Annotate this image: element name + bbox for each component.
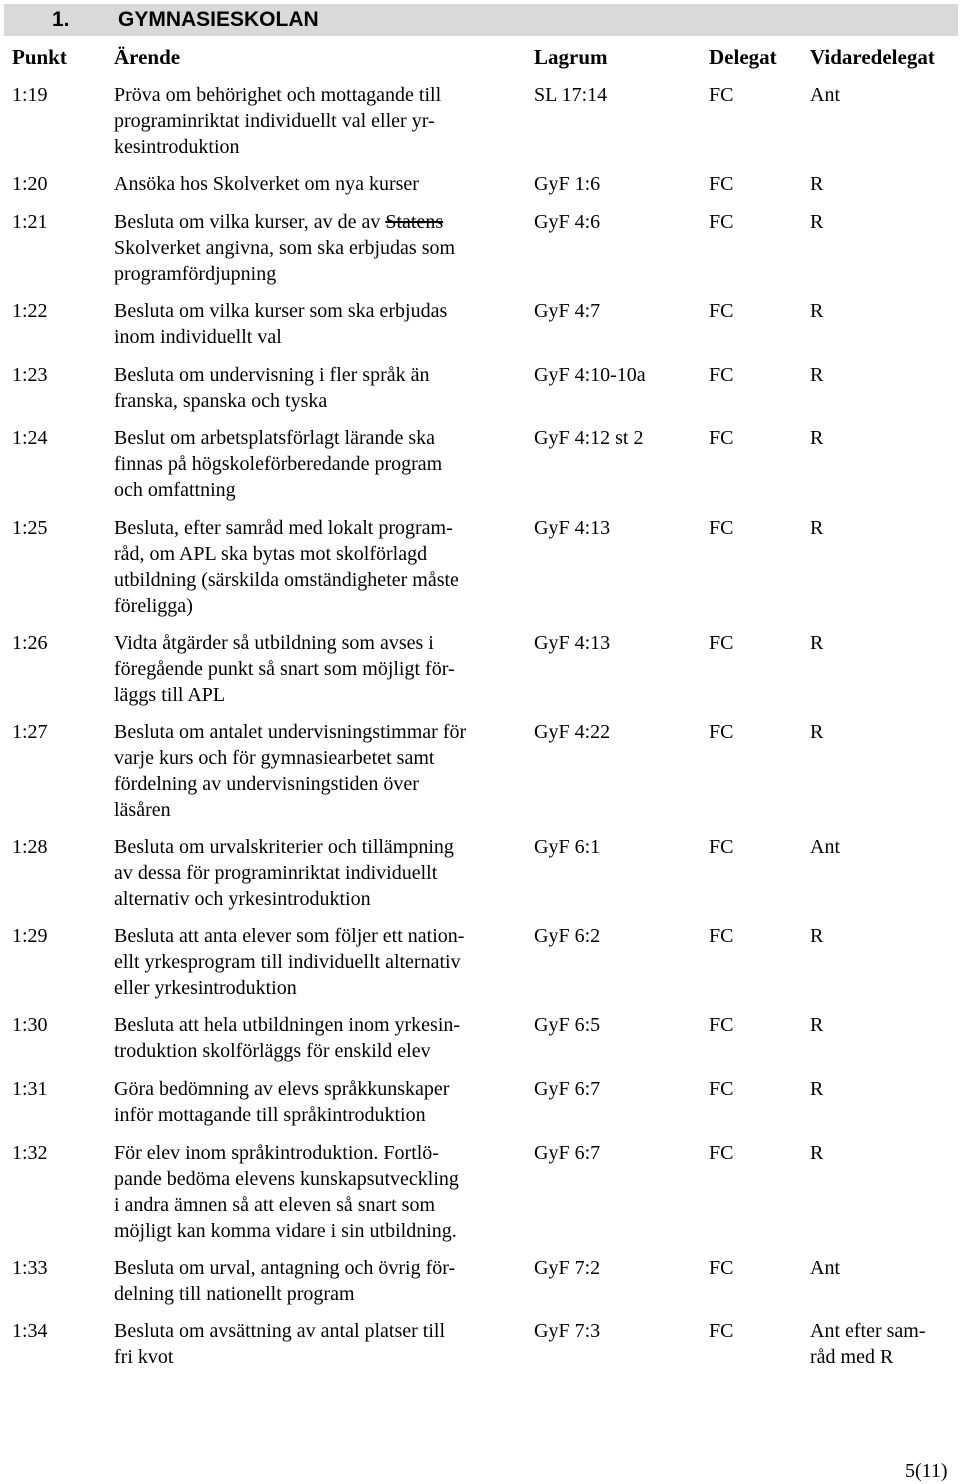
arende-line: Besluta om urval, antagning och övrig för- [114, 1257, 456, 1279]
arende-line: Pröva om behörighet och mottagande till [114, 84, 442, 106]
row-lagrum: GyF 4:6 [534, 211, 601, 233]
row-punkt: 1:20 [12, 173, 48, 195]
struck-word: Statens [385, 211, 444, 233]
arende-line: eller yrkesintroduktion [114, 977, 297, 999]
arende-line: programinriktat individuellt val eller yr- [114, 110, 435, 132]
row-lagrum: GyF 4:13 [534, 517, 611, 539]
row-punkt: 1:22 [12, 300, 48, 322]
row-punkt: 1:31 [12, 1078, 48, 1100]
row-vidaredelegat [810, 1076, 960, 1102]
row-vidaredelegat [810, 209, 960, 235]
row-delegat: FC [709, 632, 734, 654]
row-vidaredelegat [810, 719, 960, 745]
arende-line: fördelning av undervisningstiden över [114, 773, 419, 795]
row-vidaredelegat [810, 834, 960, 860]
row-lagrum: GyF 4:12 st 2 [534, 427, 644, 449]
row-delegat: FC [709, 1320, 734, 1342]
row-punkt: 1:23 [12, 364, 48, 386]
row-punkt: 1:34 [12, 1320, 48, 1342]
arende-line: Besluta att anta elever som följer ett nation- [114, 925, 465, 947]
row-arende [114, 425, 524, 503]
row-lagrum: GyF 4:7 [534, 300, 601, 322]
row-vidaredelegat [810, 1255, 960, 1281]
arende-line: läsåren [114, 799, 171, 821]
row-arende [114, 923, 524, 1001]
arende-line: och omfattning [114, 479, 236, 501]
row-vidaredelegat [810, 298, 960, 324]
arende-line: programfördjupning [114, 263, 277, 285]
arende-line: Beslut om arbetsplatsförlagt lärande ska [114, 427, 436, 449]
row-arende [114, 209, 524, 287]
row-delegat: FC [709, 721, 734, 743]
vidare-line: R [810, 517, 824, 539]
row-vidaredelegat [810, 1012, 960, 1038]
arende-line: Skolverket angivna, som ska erbjudas som [114, 237, 456, 259]
row-vidaredelegat [810, 171, 960, 197]
row-arende [114, 362, 524, 414]
arende-line: inför mottagande till språkintroduktion [114, 1104, 426, 1126]
column-header-vidaredelegat: Vidaredelegat [810, 45, 935, 69]
row-lagrum: GyF 7:2 [534, 1257, 601, 1279]
arende-line: i andra ämnen så att eleven så snart som [114, 1194, 435, 1216]
arende-line: läggs till APL [114, 684, 226, 706]
arende-line: Besluta om undervisning i fler språk än [114, 364, 430, 386]
row-lagrum: GyF 6:7 [534, 1142, 601, 1164]
row-delegat: FC [709, 300, 734, 322]
row-lagrum: GyF 6:7 [534, 1078, 601, 1100]
arende-line: För elev inom språkintroduktion. Fortlö- [114, 1142, 439, 1164]
row-lagrum: GyF 6:5 [534, 1014, 601, 1036]
row-delegat: FC [709, 173, 734, 195]
vidare-line: R [810, 300, 824, 322]
arende-line: Besluta om vilka kurser som ska erbjudas [114, 300, 448, 322]
arende-line: alternativ och yrkesintroduktion [114, 888, 371, 910]
arende-line: inom individuellt val [114, 326, 282, 348]
arende-line: ellt yrkesprogram till individuellt alternativ [114, 951, 461, 973]
section-title: GYMNASIESKOLAN [118, 8, 319, 31]
row-arende [114, 1012, 524, 1064]
arende-line [114, 209, 524, 235]
row-lagrum: GyF 4:10-10a [534, 364, 646, 386]
vidare-line: Ant [810, 84, 840, 106]
row-arende [114, 171, 524, 197]
row-lagrum: GyF 4:13 [534, 632, 611, 654]
section-header [4, 4, 958, 36]
arende-line: Besluta om antalet undervisningstimmar för [114, 721, 467, 743]
column-header-punkt: Punkt [12, 45, 67, 69]
vidare-line: Ant efter sam- [810, 1320, 926, 1342]
arende-line: franska, spanska och tyska [114, 390, 328, 412]
row-vidaredelegat [810, 362, 960, 388]
column-header-delegat: Delegat [709, 45, 777, 69]
row-arende [114, 515, 524, 619]
row-delegat: FC [709, 836, 734, 858]
arende-line: råd, om APL ska bytas mot skolförlagd [114, 543, 428, 565]
row-delegat: FC [709, 925, 734, 947]
row-delegat: FC [709, 211, 734, 233]
vidare-line: R [810, 1142, 824, 1164]
arende-line: Göra bedömning av elevs språkkunskaper [114, 1078, 450, 1100]
column-header-arende: Ärende [114, 45, 181, 69]
row-vidaredelegat [810, 82, 960, 108]
row-punkt: 1:25 [12, 517, 48, 539]
vidare-line: R [810, 364, 824, 386]
arende-line: Vidta åtgärder så utbildning som avses i [114, 632, 434, 654]
vidare-line: R [810, 427, 824, 449]
row-delegat: FC [709, 84, 734, 106]
row-punkt: 1:24 [12, 427, 48, 449]
row-punkt: 1:29 [12, 925, 48, 947]
arende-line: Besluta om urvalskriterier och tillämpning [114, 836, 454, 858]
row-arende [114, 1140, 524, 1244]
row-punkt: 1:19 [12, 84, 48, 106]
row-delegat: FC [709, 364, 734, 386]
arende-line: kesintroduktion [114, 136, 240, 158]
vidare-line: R [810, 1078, 824, 1100]
row-arende [114, 1318, 524, 1370]
vidare-line: R [810, 1014, 824, 1036]
arende-line: troduktion skolförläggs för enskild elev [114, 1040, 431, 1062]
row-delegat: FC [709, 1142, 734, 1164]
row-punkt: 1:32 [12, 1142, 48, 1164]
row-vidaredelegat [810, 923, 960, 949]
arende-line: Besluta att hela utbildningen inom yrkesin- [114, 1014, 461, 1036]
arende-line: delning till nationellt program [114, 1283, 355, 1305]
arende-line: finnas på högskoleförberedande program [114, 453, 443, 475]
row-vidaredelegat [810, 425, 960, 451]
row-lagrum: GyF 1:6 [534, 173, 601, 195]
row-arende [114, 719, 524, 823]
vidare-line: Ant [810, 836, 840, 858]
vidare-line: R [810, 721, 824, 743]
vidare-line: råd med R [810, 1346, 894, 1368]
vidare-line: R [810, 211, 824, 233]
arende-line: pande bedöma elevens kunskapsutveckling [114, 1168, 459, 1190]
vidare-line: R [810, 632, 824, 654]
row-lagrum: SL 17:14 [534, 84, 608, 106]
row-punkt: 1:28 [12, 836, 48, 858]
row-lagrum: GyF 6:1 [534, 836, 601, 858]
row-arende [114, 1255, 524, 1307]
arende-line: Besluta om avsättning av antal platser till [114, 1320, 446, 1342]
arende-line: varje kurs och för gymnasiearbetet samt [114, 747, 435, 769]
arende-line: Ansöka hos Skolverket om nya kurser [114, 173, 419, 195]
row-vidaredelegat [810, 515, 960, 541]
row-vidaredelegat [810, 630, 960, 656]
row-delegat: FC [709, 1257, 734, 1279]
row-delegat: FC [709, 517, 734, 539]
vidare-line: Ant [810, 1257, 840, 1279]
arende-line: möjligt kan komma vidare i sin utbildning. [114, 1220, 457, 1242]
row-lagrum: GyF 6:2 [534, 925, 601, 947]
arende-line: föreligga) [114, 595, 193, 617]
row-lagrum: GyF 4:22 [534, 721, 611, 743]
arende-line: utbildning (särskilda omständigheter måste [114, 569, 459, 591]
row-delegat: FC [709, 1078, 734, 1100]
row-delegat: FC [709, 1014, 734, 1036]
arende-line: av dessa för programinriktat individuellt [114, 862, 438, 884]
section-number: 1. [52, 8, 70, 31]
row-punkt: 1:26 [12, 632, 48, 654]
row-arende [114, 1076, 524, 1128]
row-punkt: 1:33 [12, 1257, 48, 1279]
row-delegat: FC [709, 427, 734, 449]
arende-line-text: Besluta om vilka kurser, av de av [114, 211, 386, 233]
row-vidaredelegat [810, 1140, 960, 1166]
row-punkt: 1:21 [12, 211, 48, 233]
row-arende [114, 834, 524, 912]
arende-line: fri kvot [114, 1346, 174, 1368]
vidare-line: R [810, 173, 824, 195]
page-number: 5(11) [905, 1460, 948, 1482]
row-vidaredelegat [810, 1318, 960, 1370]
arende-line: föregående punkt så snart som möjligt för- [114, 658, 455, 680]
vidare-line: R [810, 925, 824, 947]
row-punkt: 1:27 [12, 721, 48, 743]
row-punkt: 1:30 [12, 1014, 48, 1036]
row-arende [114, 298, 524, 350]
row-arende [114, 630, 524, 708]
row-arende [114, 82, 524, 160]
row-lagrum: GyF 7:3 [534, 1320, 601, 1342]
arende-line: Besluta, efter samråd med lokalt program- [114, 517, 453, 539]
column-header-lagrum: Lagrum [534, 45, 608, 69]
